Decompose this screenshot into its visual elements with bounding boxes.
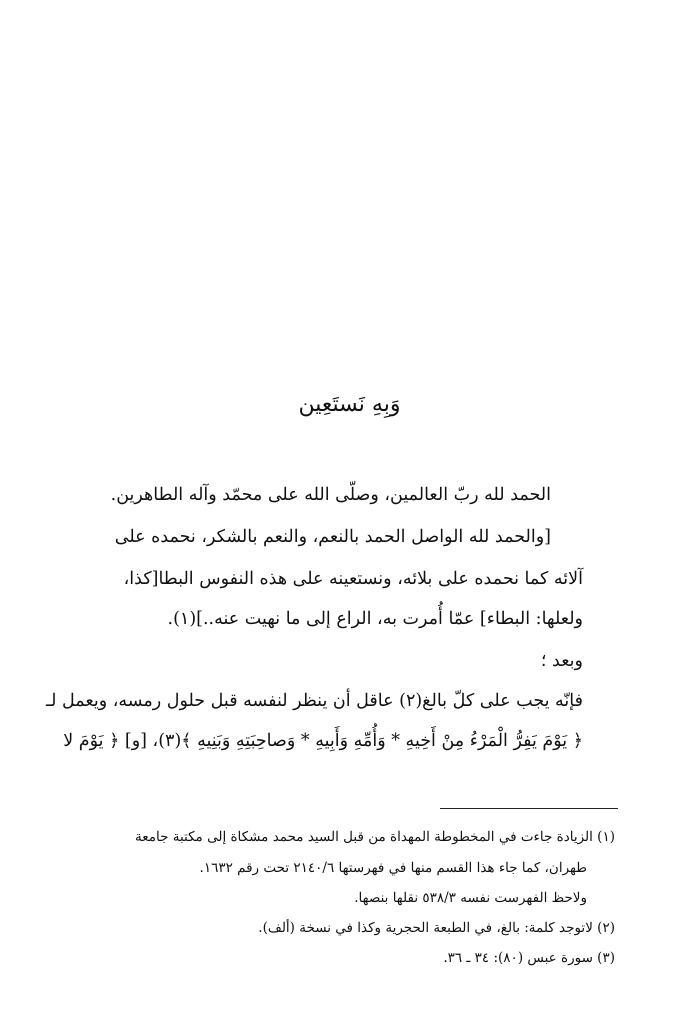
- body-line-2: [والحمد لله الواصل الحمد بالنعم، والنعم بالشكر، نحمده على: [114, 527, 551, 547]
- body-line-4: ولعلها: البطاء] عمّا أُمرت به، الراع إلى ما نهيت عنه..](١).: [167, 609, 583, 629]
- footnote-1-line-3: ولاحظ الفهرست نفسه ٥٣٨/٣ نقلها بنصها.: [354, 890, 587, 906]
- body-line-1: الحمد لله ربّ العالمين، وصلّى الله على محمّد وآله الطاهرين.: [110, 485, 551, 505]
- footnote-3: (٣) سورة عبس (٨٠): ٣٤ ـ ٣٦.: [443, 950, 615, 966]
- body-line-5: وبعد ؛: [540, 651, 583, 671]
- body-line-7: ﴿ يَوْمَ يَفِرُّ الْمَرْءُ مِنْ أَخِيهِ * وَأُمِّهِ وَأَبِيهِ * وَصاحِبَتِهِ وَبَنِيهِ ﴾(٣)، [و] ﴿ يَوْمَ لا: [63, 731, 583, 751]
- footnote-1-line-1: (١) الزيادة جاءت في المخطوطة المهداة من قبل السيد محمد مشكاة إلى مكتبة جامعة: [134, 829, 615, 845]
- footnote-2: (٢) لاتوجد كلمة: بالغ، في الطبعة الحجرية وكذا في نسخة (ألف).: [258, 920, 615, 936]
- footnote-separator: [440, 808, 618, 809]
- basmala-heading: وَبِهِ نَستَعِين: [298, 392, 401, 417]
- body-line-3: آلائه كما نحمده على بلائه، ونستعينه على هذه النفوس البطا[كذا،: [123, 569, 583, 589]
- footnote-1-line-2: طهران، كما جاء هذا القسم منها في فهرستها ٢١٤٠/٦ تحت رقم ١٦٣٢.: [199, 860, 587, 876]
- body-line-6: فإنّه يجب على كلّ بالغ(٢) عاقل أن ينظر لنفسه قبل حلول رمسه، ويعمل لـ: [46, 691, 583, 711]
